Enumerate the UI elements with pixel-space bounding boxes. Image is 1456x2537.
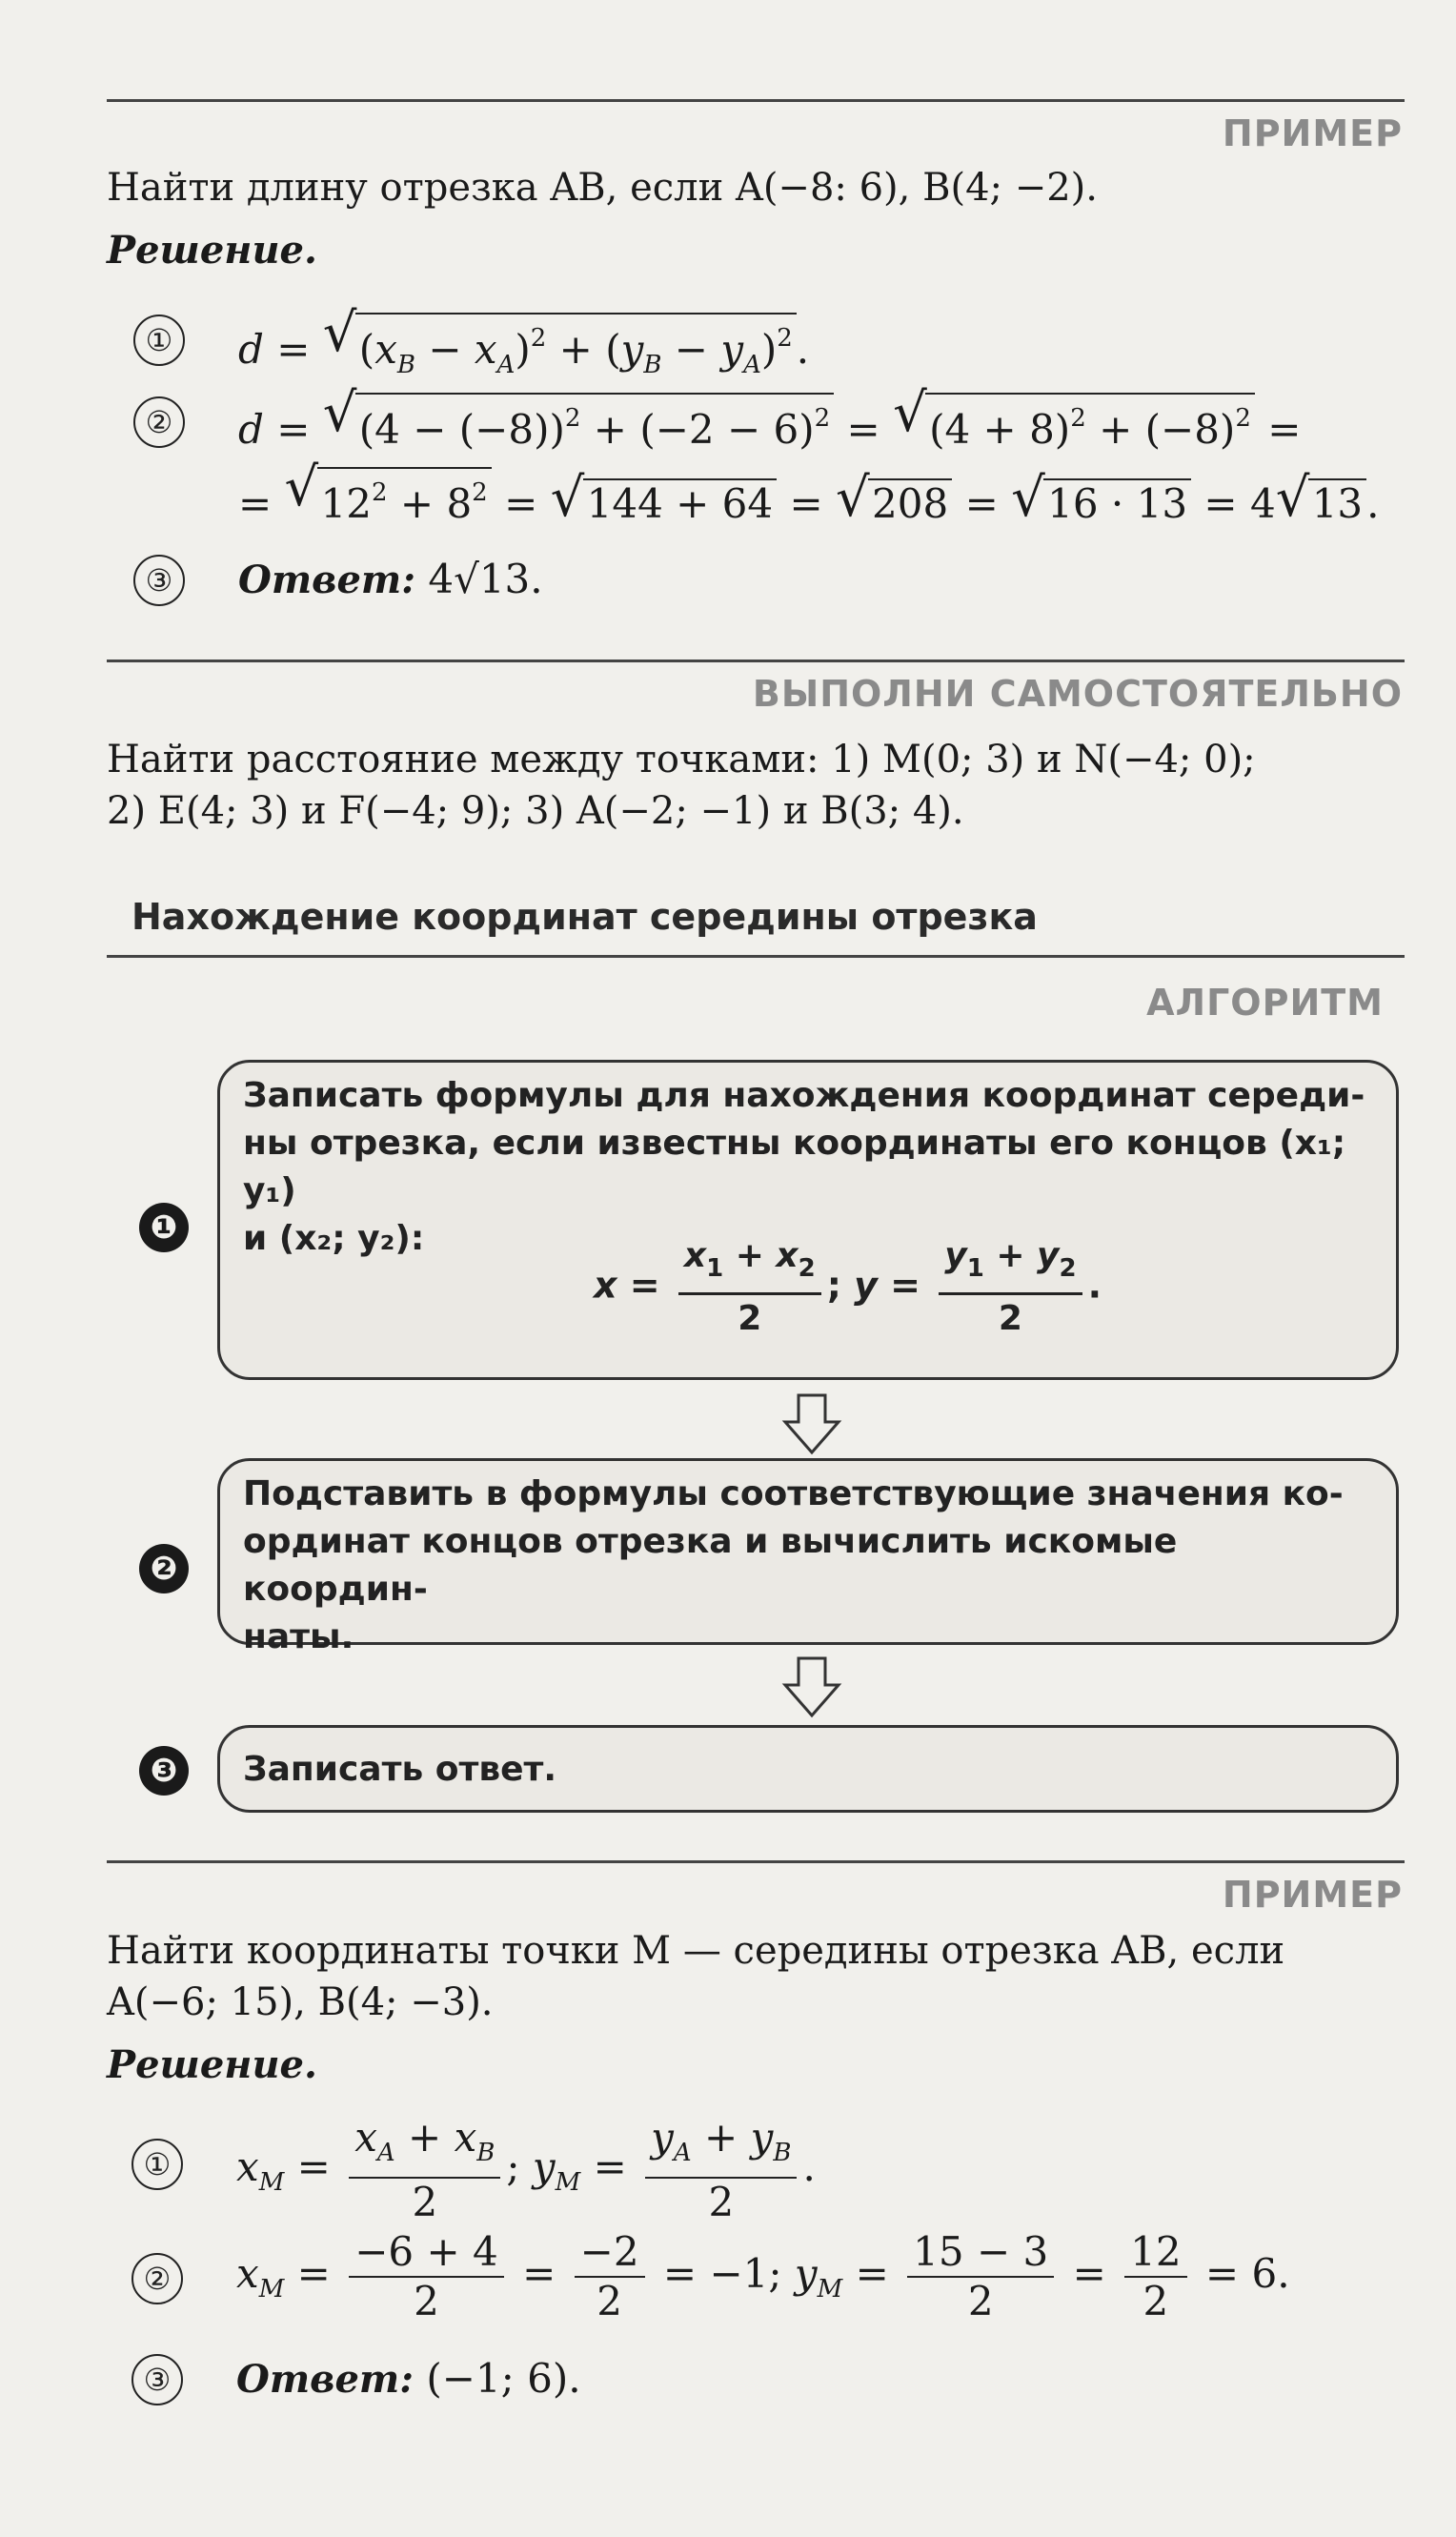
step2-line1: Подставить в формулы соответствующие значения ко- (243, 1474, 1344, 1513)
step1-line1: Записать формулы для нахождения координат середи- (243, 1076, 1365, 1115)
arrow-down-icon (781, 1393, 842, 1456)
step-marker-1: ① (133, 315, 185, 366)
arrow-down-icon (781, 1656, 842, 1719)
midpoint-formula: x = $\frac{x_1 + x_2}{2}$ ; y = $\frac{y_1 + y_2}{2}$ . (594, 1232, 1102, 1343)
answer-line (238, 553, 543, 607)
example2-answer-line (236, 2352, 581, 2406)
self-work-line2: 2) E(4; 3) и F(−4; 9); 3) A(−2; −1) и B(3; 4). (107, 789, 964, 833)
example2-answer-label: Ответ: (236, 2357, 414, 2402)
section-rule (107, 955, 1405, 958)
example2-solution-label: Решение. (107, 2042, 317, 2087)
example2-problem-line1: Найти координаты точки M — середины отрезка AB, если (107, 1929, 1285, 1973)
step1-line3: и (x₂; y₂): (243, 1219, 425, 1258)
top-rule (107, 99, 1405, 102)
example2-step-marker-1: ① (131, 2139, 183, 2190)
step-marker-2: ② (133, 396, 185, 448)
algorithm-step-3-box (217, 1725, 1399, 1813)
distance-substitution-line1: d = √ $(4 - (-8))^2 + (-2 - 6)^2$ = √ $(4 + 8)^2 + (-8)^2$ = (238, 393, 1301, 457)
distance-formula: d = √ $(x_B - x_A)^2 + (y_B - y_A)^2$. (238, 313, 809, 389)
example2-tag: ПРИМЕР (1222, 1874, 1403, 1916)
example2-problem-line2: A(−6; 15), B(4; −3). (107, 1980, 494, 2024)
algorithm-step-2-box (217, 1458, 1399, 1656)
step-marker-3: ③ (133, 555, 185, 606)
solution-label: Решение. (107, 228, 317, 273)
self-work-line1: Найти расстояние между точками: 1) M(0; 3) и N(−4; 0); (107, 738, 1256, 781)
answer-value: 4√13. (428, 556, 543, 602)
distance-substitution-line2: = √ $12^2 + 8^2$ = √ 144 + 64 = √ 208 = √ 16 · 13 = 4√ 13. (238, 467, 1380, 531)
self-work-tag: ВЫПОЛНИ САМОСТОЯТЕЛЬНО (752, 673, 1403, 715)
algorithm-tag: АЛГОРИТМ (1146, 982, 1384, 1024)
step1-line2: ны отрезка, если известны координаты его концов (x₁; y₁) (243, 1124, 1346, 1210)
step2-line3: наты. (243, 1617, 354, 1656)
midpoint-substitution: $x_M$ = $\frac{-6 + 4}{2}$ = $\frac{-2}{2}$ = −1; $y_M$ = $\frac{15 - 3}{2}$ = $\frac{12}{2}$ = 6. (236, 2228, 1290, 2324)
algorithm-step-2-number: ❷ (139, 1544, 189, 1593)
algorithm-step-3-number: ❸ (139, 1746, 189, 1796)
midpoint-formula-general: $x_M$ = $\frac{x_A + x_B}{2}$ ; $y_M$ = $\frac{y_A + y_B}{2}$ . (236, 2114, 816, 2225)
example2-answer-value: (−1; 6). (426, 2355, 581, 2402)
example1-problem: Найти длину отрезка AB, если A(−8: 6), B(4; −2). (107, 166, 1098, 210)
step3-text: Записать ответ. (243, 1750, 557, 1789)
example2-rule (107, 1860, 1405, 1863)
step2-line2: ординат концов отрезка и вычислить искомые координ- (243, 1522, 1178, 1609)
algorithm-step-1-number: ❶ (139, 1203, 189, 1252)
example2-step-marker-2: ② (131, 2253, 183, 2304)
example2-step-marker-3: ③ (131, 2354, 183, 2405)
section-title: Нахождение координат середины отрезка (131, 896, 1038, 938)
answer-label: Ответ: (238, 558, 415, 602)
example-tag: ПРИМЕР (1222, 112, 1403, 154)
algorithm-step-1-box (217, 1060, 1399, 1380)
self-work-rule (107, 660, 1405, 662)
